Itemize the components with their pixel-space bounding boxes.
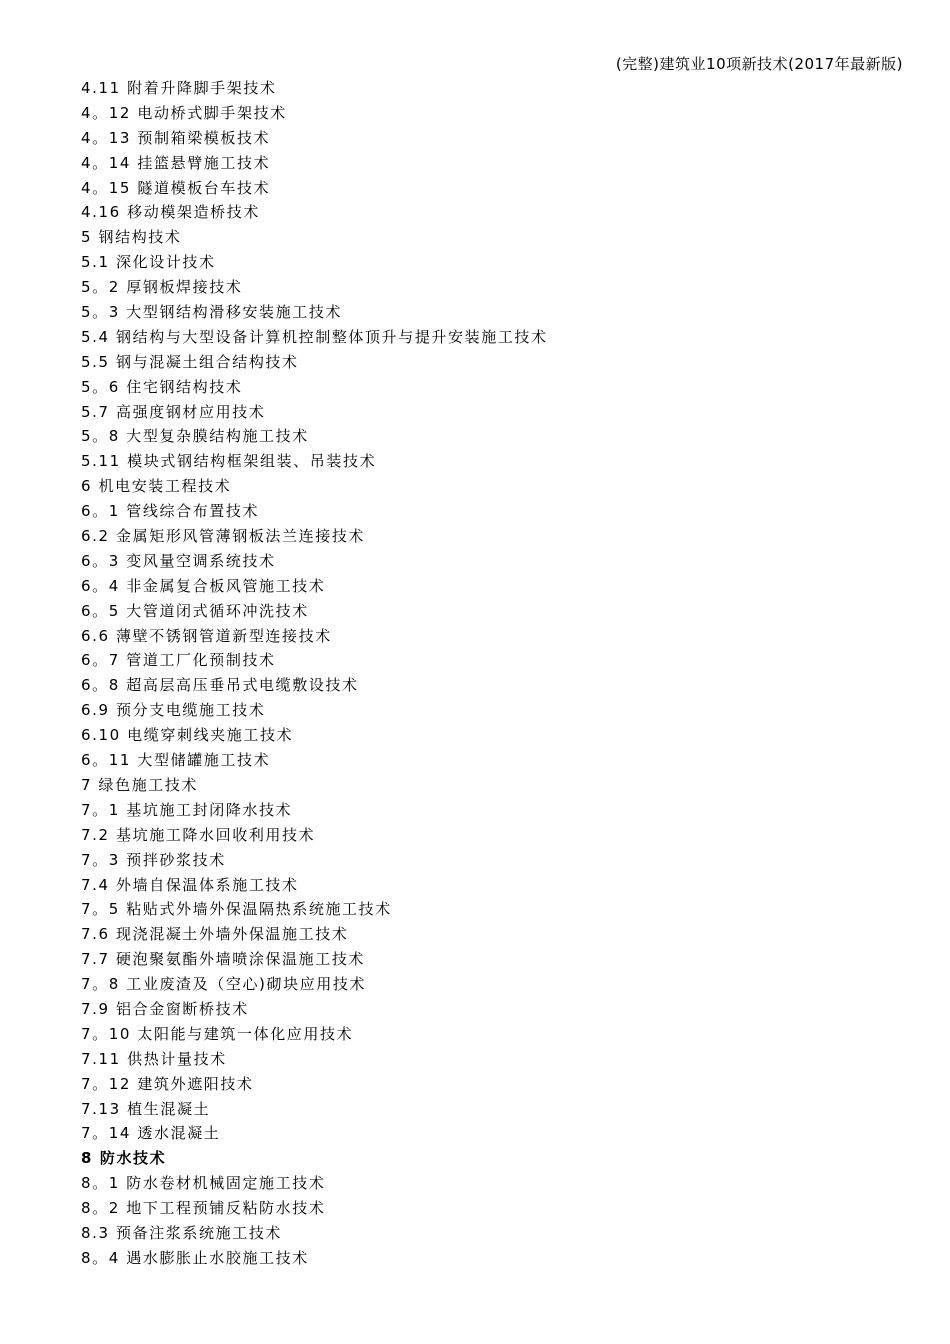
list-item: 7.13 植生混凝土 xyxy=(81,1099,211,1118)
list-item: 6 机电安装工程技术 xyxy=(81,477,232,496)
list-item: 7 绿色施工技术 xyxy=(81,775,199,794)
list-item: 8.3 预备注浆系统施工技术 xyxy=(81,1223,283,1242)
list-item: 7。12 建筑外遮阳技术 xyxy=(81,1074,254,1093)
list-item: 6。5 大管道闭式循环冲洗技术 xyxy=(81,601,309,620)
list-item: 5.1 深化设计技术 xyxy=(81,253,216,272)
list-item: 7。14 透水混凝土 xyxy=(81,1124,221,1143)
list-item: 7。3 预拌砂浆技术 xyxy=(81,850,226,869)
list-item: 7.11 供热计量技术 xyxy=(81,1049,227,1068)
list-item: 5.7 高强度钢材应用技术 xyxy=(81,402,266,421)
list-item: 6。7 管道工厂化预制技术 xyxy=(81,651,276,670)
list-item: 5.5 钢与混凝土组合结构技术 xyxy=(81,352,299,371)
list-item: 7.6 现浇混凝土外墙外保温施工技术 xyxy=(81,925,349,944)
list-item: 5。2 厚钢板焊接技术 xyxy=(81,278,243,297)
list-item: 7.4 外墙自保温体系施工技术 xyxy=(81,875,299,894)
list-item: 8 防水技术 xyxy=(81,1149,167,1168)
list-item: 4.11 附着升降脚手架技术 xyxy=(81,79,277,97)
list-item: 7。10 太阳能与建筑一体化应用技术 xyxy=(81,1024,354,1043)
list-item: 4。13 预制箱梁模板技术 xyxy=(81,128,271,147)
list-item: 4。15 隧道模板台车技术 xyxy=(81,178,271,197)
list-item: 4。14 挂篮悬臂施工技术 xyxy=(81,153,271,172)
list-item: 5。6 住宅钢结构技术 xyxy=(81,377,243,396)
technology-list xyxy=(81,76,548,1271)
list-item: 6。4 非金属复合板风管施工技术 xyxy=(81,576,326,595)
list-item: 5。8 大型复杂膜结构施工技术 xyxy=(81,427,309,446)
page-header: (完整)建筑业10项新技术(2017年最新版) xyxy=(615,55,903,73)
list-item: 4.16 移动模架造桥技术 xyxy=(81,203,260,222)
list-item: 6.10 电缆穿刺线夹施工技术 xyxy=(81,726,294,745)
list-item: 6。1 管线综合布置技术 xyxy=(81,502,260,521)
list-item: 6.6 薄壁不锈钢管道新型连接技术 xyxy=(81,626,332,645)
list-item: 8。2 地下工程预铺反粘防水技术 xyxy=(81,1199,326,1218)
list-item: 5.11 模块式钢结构框架组装、吊装技术 xyxy=(81,452,377,471)
list-item: 5。3 大型钢结构滑移安装施工技术 xyxy=(81,303,343,322)
list-item: 7。1 基坑施工封闭降水技术 xyxy=(81,800,293,819)
list-item: 7.2 基坑施工降水回收利用技术 xyxy=(81,825,316,844)
list-item: 4。12 电动桥式脚手架技术 xyxy=(81,103,287,122)
list-item: 8。4 遇水膨胀止水胶施工技术 xyxy=(81,1248,309,1267)
list-item: 7.9 铝合金窗断桥技术 xyxy=(81,999,249,1018)
list-item: 7。5 粘贴式外墙外保温隔热系统施工技术 xyxy=(81,900,392,919)
list-item: 8。1 防水卷材机械固定施工技术 xyxy=(81,1174,326,1193)
list-item: 6。11 大型储罐施工技术 xyxy=(81,751,271,770)
list-item: 6。3 变风量空调系统技术 xyxy=(81,551,276,570)
list-item: 6.2 金属矩形风管薄钢板法兰连接技术 xyxy=(81,527,366,546)
list-item: 6.9 预分支电缆施工技术 xyxy=(81,701,266,720)
list-item: 6。8 超高层高压垂吊式电缆敷设技术 xyxy=(81,676,359,695)
list-item: 5 钢结构技术 xyxy=(81,228,182,247)
list-item: 7。8 工业废渣及（空心)砌块应用技术 xyxy=(81,975,367,994)
list-item: 5.4 钢结构与大型设备计算机控制整体顶升与提升安装施工技术 xyxy=(81,327,548,346)
list-item: 7.7 硬泡聚氨酯外墙喷涂保温施工技术 xyxy=(81,950,366,969)
